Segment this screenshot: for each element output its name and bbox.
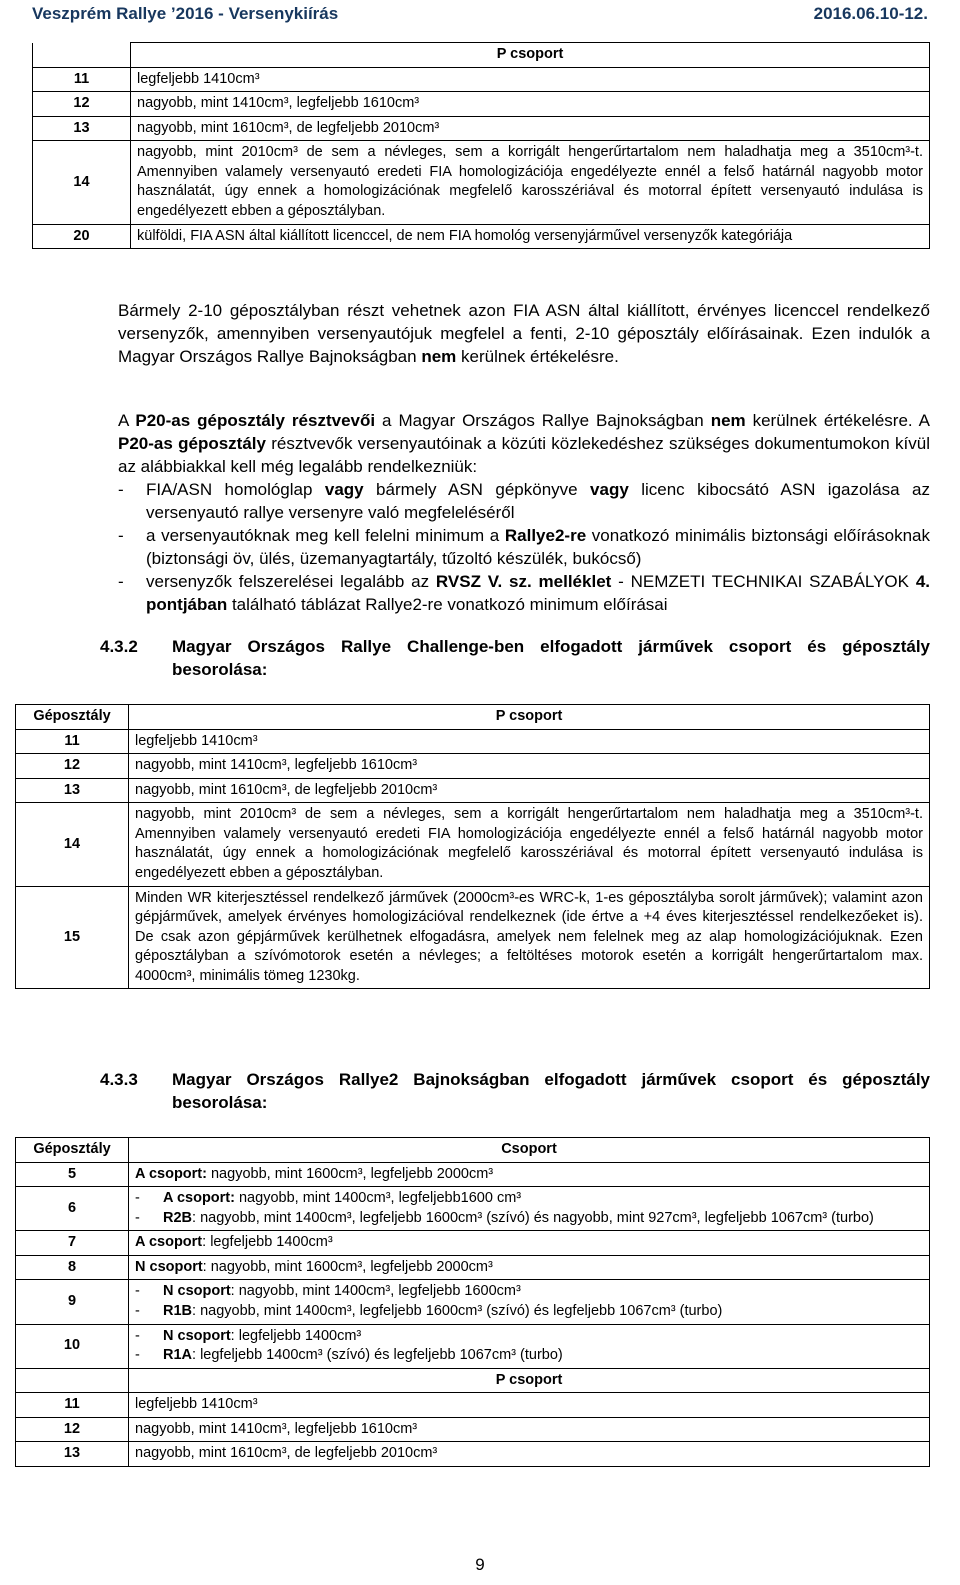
p20-paragraph	[118, 410, 930, 616]
para-text: résztvevők versenyautóinak a közúti közlekedéshez szükséges dokumentumokon kívül az alábbiakkal kell még legalább rendelkezniük:	[118, 433, 930, 476]
section-number: 4.3.2	[100, 637, 138, 656]
p-group-header: P csoport	[131, 43, 930, 68]
table-row	[33, 141, 930, 224]
class-number: 6	[16, 1187, 129, 1231]
col-header-group: Csoport	[129, 1138, 930, 1163]
table-row	[16, 803, 930, 886]
class-number: 11	[33, 67, 131, 92]
section-heading-4-3-2	[100, 636, 930, 682]
class-description: nagyobb, mint 1410cm³, legfeljebb 1610cm³	[129, 1417, 930, 1442]
page-number: 9	[475, 1555, 485, 1574]
table-header-row	[33, 43, 930, 68]
challenge-class-table	[15, 704, 930, 989]
section-title: Magyar Országos Rallye2 Bajnokságban elfogadott járművek csoport és géposztály besorolása:	[172, 1070, 930, 1112]
class-description: - A csoport: nagyobb, mint 1400cm³, legfeljebb1600 cm³ - R2B: nagyobb, mint 1400cm³, legfeljebb 1600cm³ (szívó) és nagyobb, mint 927cm³, legfeljebb 1067cm³ (turbo)	[129, 1187, 930, 1231]
class-description: külföldi, FIA ASN által kiállított licenccel, de nem FIA homológ versenyjárművel versenyzők kategóriája	[131, 224, 930, 249]
class-description: nagyobb, mint 2010cm³ de sem a névleges, sem a korrigált hengerűrtartalom nem haladhatja meg a 3510cm³-t. Amennyiben valamely versenyautó eredeti FIA homologizációja engedélyezte ennél a felső határnál nagyobb motor használatát, úgy ennek a homologizációnak megfelelő karosszériával és motorral épített versenyautó indulása is engedélyezett ebben a géposztályban.	[131, 141, 930, 224]
list-item: - a versenyautóknak meg kell felelni minimum a Rallye2-re vonatkozó minimális biztonsági előírásoknak (biztonsági öv, ülés, üzemanyagtartály, tűzoltó készülék, bukócső)	[118, 525, 930, 571]
class-description: nagyobb, mint 2010cm³ de sem a névleges, sem a korrigált hengerűrtartalom nem haladhatja meg a 3510cm³-t. Amennyiben valamely versenyautó eredeti FIA homologizációja engedélyezte ennél a felső határnál nagyobb motor használatát, úgy ennek a homologizációnak megfelelő karosszériával és motorral épített versenyautó indulása is engedélyezett ebben a géposztályban.	[129, 803, 930, 886]
table-row	[16, 1255, 930, 1280]
table-header-row	[16, 705, 930, 730]
para-bold: nem	[421, 346, 457, 366]
table-row	[33, 116, 930, 141]
para-bold: nem	[710, 411, 746, 430]
section-heading-4-3-3	[100, 1069, 930, 1115]
table-header-row	[16, 1138, 930, 1163]
class-number: 7	[16, 1231, 129, 1256]
class-description: Minden WR kiterjesztéssel rendelkező járművek (2000cm³-es WRC-k, 1-es géposztályba sorolt járművek); valamint azon gépjárművek, amelyek érvényes homologizációval rendelkeznek (ide értve a +4 éves kiterjesztéssel rendelkezőeket is). De csak azon gépjárművek kerülhetnek elfogadásra, amelyek nem felelnek meg az alap homologizációjuknak. Ezen géposztályban a szívómotorok esetén a névleges; a feltöltéses motorok esetén a korrigált hengerűrtartalom max. 4000cm³, minimális tömeg 1230kg.	[129, 886, 930, 989]
class-number: 12	[16, 1417, 129, 1442]
table-row	[16, 886, 930, 989]
table-subheader-row	[16, 1368, 930, 1393]
class-description: nagyobb, mint 1610cm³, de legfeljebb 2010cm³	[129, 778, 930, 803]
class-number: 13	[16, 778, 129, 803]
class-number: 8	[16, 1255, 129, 1280]
foreign-licence-paragraph	[118, 300, 930, 369]
class-description: nagyobb, mint 1610cm³, de legfeljebb 2010cm³	[131, 116, 930, 141]
section-title: Magyar Országos Rallye Challenge-ben elfogadott járművek csoport és géposztály besorolása:	[172, 637, 930, 679]
class-number: 9	[16, 1280, 129, 1324]
para-text: kerülnek értékelésre. A	[745, 411, 930, 430]
table-row	[16, 1324, 930, 1368]
class-number: 14	[16, 803, 129, 886]
col-header-class: Géposztály	[16, 705, 129, 730]
section-number: 4.3.3	[100, 1070, 138, 1089]
class-description: legfeljebb 1410cm³	[129, 729, 930, 754]
table-row	[16, 1442, 930, 1467]
class-description: nagyobb, mint 1610cm³, de legfeljebb 2010cm³	[129, 1442, 930, 1467]
table-row	[16, 1280, 930, 1324]
class-description: N csoport: nagyobb, mint 1600cm³, legfeljebb 2000cm³	[129, 1255, 930, 1280]
class-description: nagyobb, mint 1410cm³, legfeljebb 1610cm³	[131, 92, 930, 117]
table-row	[33, 67, 930, 92]
para-text: Bármely 2-10 géposztályban részt vehetnek azon FIA ASN által kiállított, érvényes licenccel rendelkező versenyzők, amennyiben versenyautójuk megfelel a fenti, 2-10 géposztály előírásainak. Ezen indulók a Magyar Országos Rallye Bajnokságban	[118, 301, 930, 366]
para-text: a Magyar Országos Rallye Bajnokságban	[375, 411, 711, 430]
para-bold: P20-as géposztály résztvevői	[135, 411, 376, 430]
table-row	[33, 92, 930, 117]
table-row	[16, 1187, 930, 1231]
dash-marker: -	[118, 479, 124, 499]
page-header	[32, 0, 928, 28]
list-item: - FIA/ASN homológlap vagy bármely ASN gépkönyve vagy licenc kibocsátó ASN igazolása az versenyautó rallye versenyre való megfeleléséről	[118, 479, 930, 525]
class-description: - N csoport: nagyobb, mint 1400cm³, legfeljebb 1600cm³ - R1B: nagyobb, mint 1400cm³, legfeljebb 1600cm³ (szívó) és legfeljebb 1067cm³ (turbo)	[129, 1280, 930, 1324]
para-text: A	[118, 411, 136, 430]
table-row	[16, 778, 930, 803]
para-bold: P20-as géposztály	[118, 433, 266, 453]
col-header-group: P csoport	[129, 705, 930, 730]
class-description: legfeljebb 1410cm³	[129, 1393, 930, 1418]
empty-header-cell	[33, 43, 131, 68]
class-number: 13	[33, 116, 131, 141]
empty-cell	[16, 1368, 129, 1393]
class-description: - N csoport: legfeljebb 1400cm³ - R1A: legfeljebb 1400cm³ (szívó) és legfeljebb 1067cm³ (turbo)	[129, 1324, 930, 1368]
class-number: 20	[33, 224, 131, 249]
para-text: kerülnek értékelésre.	[456, 346, 619, 366]
class-number: 12	[16, 754, 129, 779]
class-description: legfeljebb 1410cm³	[131, 67, 930, 92]
class-description: A csoport: legfeljebb 1400cm³	[129, 1231, 930, 1256]
col-header-class: Géposztály	[16, 1138, 129, 1163]
class-number: 11	[16, 1393, 129, 1418]
table-row	[16, 1231, 930, 1256]
list-item: - versenyzők felszerelései legalább az RVSZ V. sz. melléklet - NEMZETI TECHNIKAI SZABÁLYOK 4. pontjában található táblázat Rallye2-re vonatkozó minimum előírásai	[118, 571, 930, 617]
class-description: A csoport: nagyobb, mint 1600cm³, legfeljebb 2000cm³	[129, 1162, 930, 1187]
dash-marker: -	[118, 525, 124, 545]
rallye2-class-table	[15, 1137, 930, 1467]
table-row	[16, 729, 930, 754]
table-row	[16, 754, 930, 779]
table-row	[16, 1162, 930, 1187]
document-title: Veszprém Rallye ’2016 - Versenykiírás	[32, 4, 339, 23]
table-row	[33, 224, 930, 249]
p-group-table-top	[32, 42, 930, 249]
p-group-subheader: P csoport	[129, 1368, 930, 1393]
class-number: 11	[16, 729, 129, 754]
class-number: 10	[16, 1324, 129, 1368]
table-row	[16, 1393, 930, 1418]
class-number: 5	[16, 1162, 129, 1187]
class-number: 14	[33, 141, 131, 224]
dash-marker: -	[118, 571, 124, 591]
class-number: 15	[16, 886, 129, 989]
class-number: 12	[33, 92, 131, 117]
class-number: 13	[16, 1442, 129, 1467]
event-date: 2016.06.10-12.	[813, 4, 928, 23]
table-row	[16, 1417, 930, 1442]
class-description: nagyobb, mint 1410cm³, legfeljebb 1610cm³	[129, 754, 930, 779]
